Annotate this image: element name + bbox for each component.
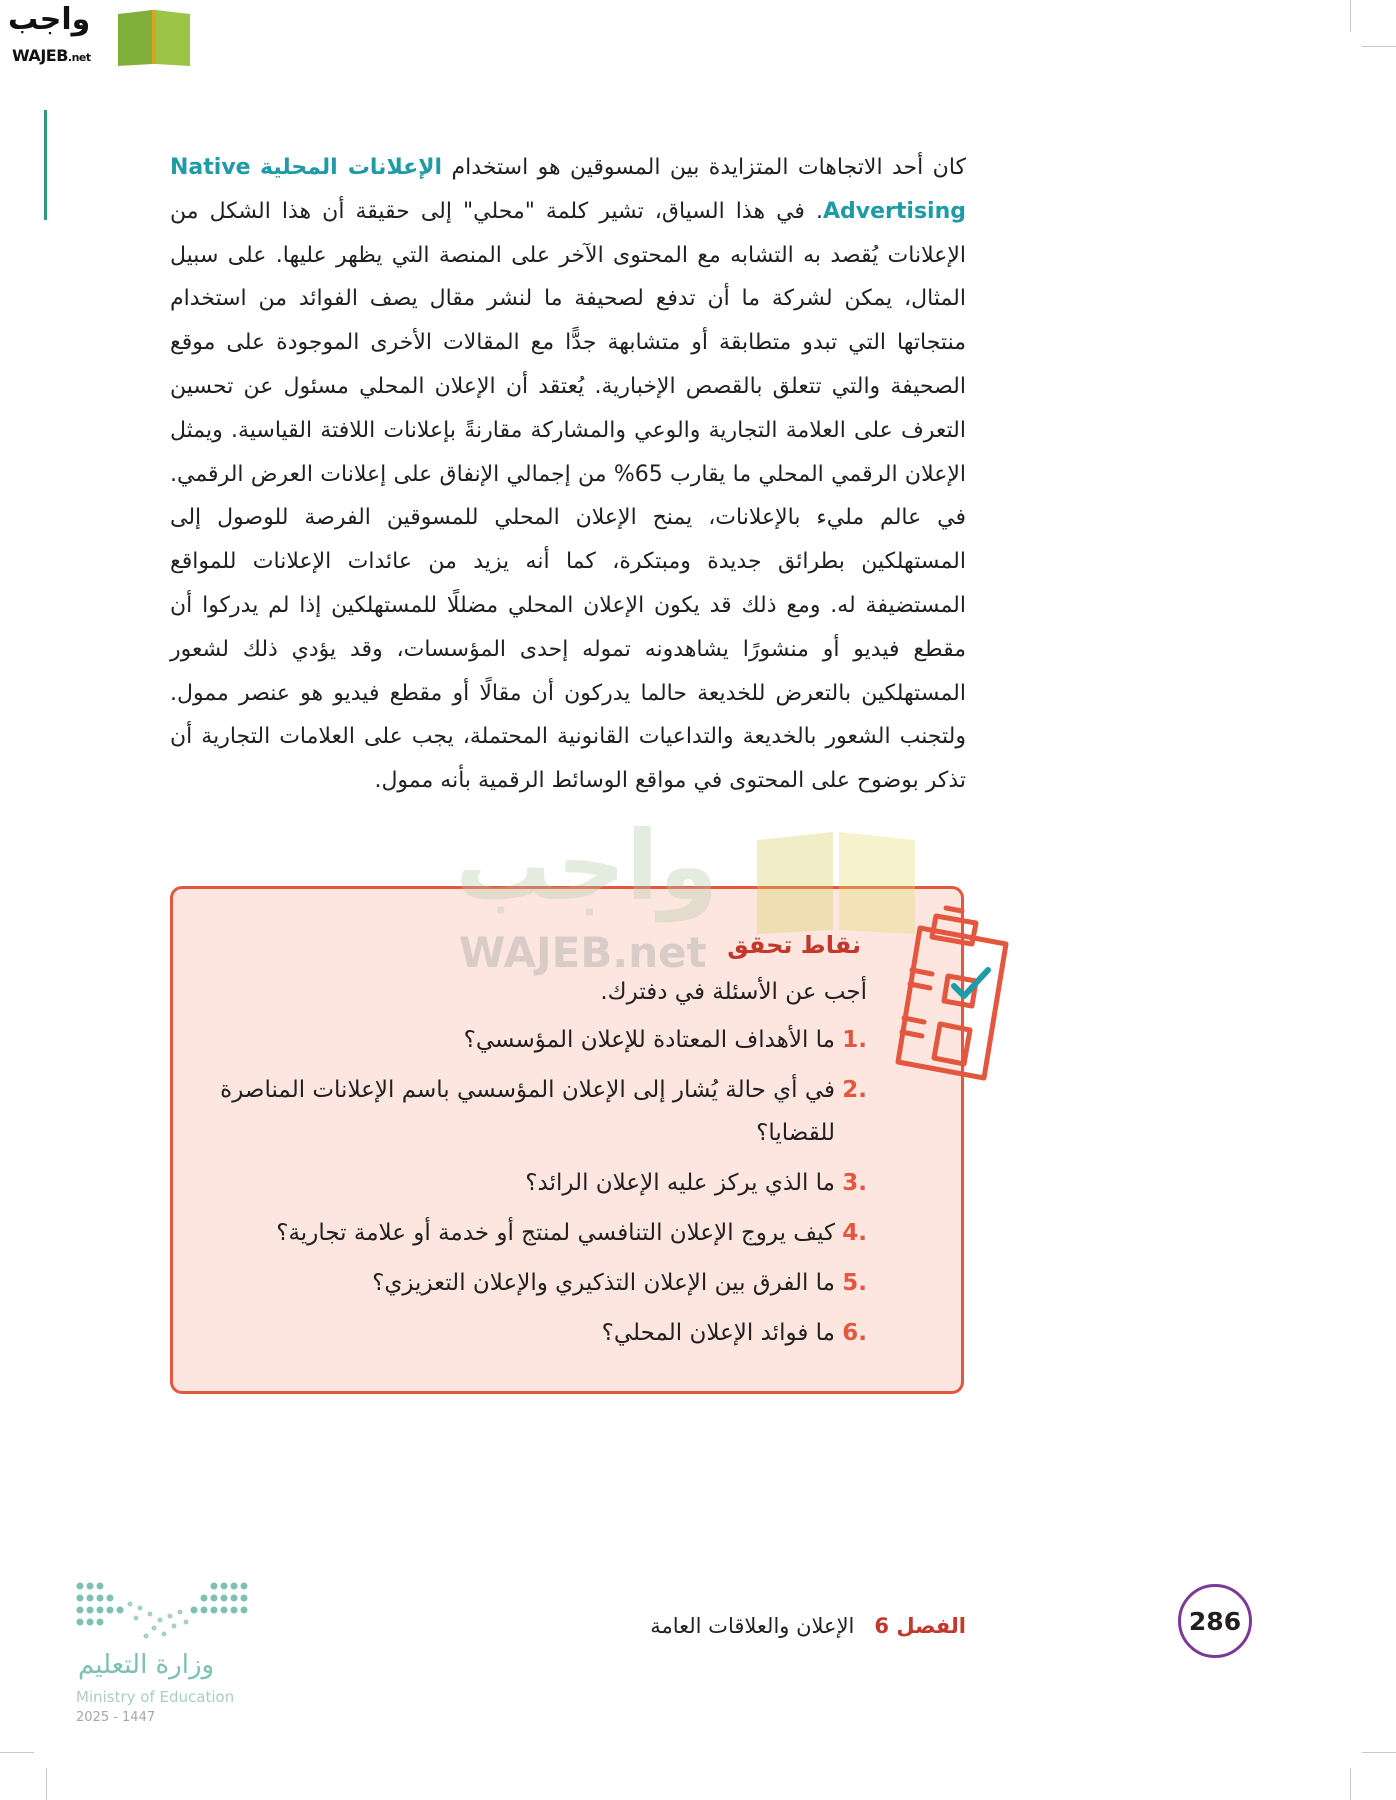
question-text: ما الذي يركز عليه الإعلان الرائد؟ [525,1170,835,1196]
question-number: .6 [842,1320,867,1346]
page-number: 286 [1178,1584,1252,1658]
ministry-english: Ministry of Education [76,1688,235,1706]
checkpoint-box [170,886,964,1394]
question-item [177,1162,867,1205]
question-text: كيف يروج الإعلان التنافسي لمنتج أو خدمة أو علامة تجارية؟ [276,1220,835,1246]
question-item [177,1212,867,1255]
body-text-rest: . في هذا السياق، تشير كلمة "محلي" إلى حقيقة أن هذا الشكل من الإعلانات يُقصد به التشابه مع المحتوى الآخر على المنصة التي يظهر عليها. على سبيل المثال، يمكن لشركة ما أن تدفع لصحيفة ما لنشر مقال يصف الفوائد من استخدام منتجاتها التي تبدو متطابقة أو متشابهة جدًّا مع المقالات الأخرى الموجودة على موقع الصحيفة والتي تتعلق بالقصص الإخبارية. يُعتقد أن الإعلان المحلي مسئول عن تحسين التعرف على العلامة التجارية والوعي والمشاركة مقارنةً بإعلانات اللافتة القياسية. ويمثل الإعلان الرقمي المحلي ما يقارب 65% من إجمالي الإنفاق على إعلانات العرض الرقمي. في عالم مليء بالإعلانات، يمنح الإعلان المحلي للمسوقين الفرصة للوصول إلى المستهلكين بطرائق جديدة ومبتكرة، كما أنه يزيد من عائدات الإعلانات للمواقع المستضيفة له. ومع ذلك قد يكون الإعلان المحلي مضللًا للمستهلكين إذا لم يدركوا أن مقطع فيديو أو منشورًا يشاهدونه تموله إحدى المؤسسات، وقد يؤدي ذلك لشعور المستهلكين بالتعرض للخديعة حالما يدركون أن مقالًا أو مقطع فيديو هو عنصر ممول. ولتجنب الشعور بالخديعة والتداعيات القانونية المحتملة، يجب على العلامات التجارية أن تذكر بوضوح على المحتوى في مواقع الوسائط الرقمية بأنه ممول. [170,198,966,794]
logo-latin: WAJEB.net [12,46,91,65]
checkpoint-title: نقاط تحقق [727,931,861,959]
ministry-year: 2025 - 1447 [76,1710,156,1725]
question-number: .1 [842,1027,867,1053]
logo-arabic: واجب [8,2,91,37]
open-book-icon [114,6,194,66]
term-native-ads-ar: الإعلانات المحلية [260,155,443,180]
wajeb-logo[interactable] [8,2,190,66]
ministry-arabic: وزارة التعليم [78,1650,215,1680]
question-text: ما الفرق بين الإعلان التذكيري والإعلان التعزيزي؟ [372,1270,835,1296]
crop-mark [0,1752,34,1753]
question-item [177,1019,867,1062]
question-number: .2 [842,1077,867,1103]
term-native-ads-en: Native Advertising [170,155,966,224]
question-text: ما فوائد الإعلان المحلي؟ [601,1320,835,1346]
ministry-dots-icon [74,1578,250,1642]
crop-mark [46,1768,47,1800]
question-item [177,1262,867,1305]
question-list [177,1019,867,1362]
question-item [177,1069,867,1155]
margin-rule [44,110,47,220]
question-number: .3 [842,1170,867,1196]
watermark-latin: WAJEB.net [459,928,707,977]
crop-mark [1362,46,1396,47]
body-paragraph [170,146,966,803]
watermark-arabic: واجب [455,810,719,922]
clipboard-checklist-icon [892,898,1016,1086]
crop-mark [1362,1752,1396,1753]
crop-mark [1350,0,1351,32]
question-number: .4 [842,1220,867,1246]
chapter-label: الفصل 6 [874,1614,966,1638]
question-number: .5 [842,1270,867,1296]
footer-chapter [650,1614,966,1638]
body-text-start: كان أحد الاتجاهات المتزايدة بين المسوقين هو استخدام [442,155,967,180]
question-text: في أي حالة يُشار إلى الإعلان المؤسسي باسم الإعلانات المناصرة للقضايا؟ [220,1077,835,1146]
chapter-title: الإعلان والعلاقات العامة [650,1614,855,1638]
crop-mark [1350,1768,1351,1800]
question-item [177,1312,867,1355]
checkpoint-instruction: أجب عن الأسئلة في دفترك. [600,979,867,1005]
question-text: ما الأهداف المعتادة للإعلان المؤسسي؟ [463,1027,835,1053]
ministry-logo [74,1578,254,1728]
